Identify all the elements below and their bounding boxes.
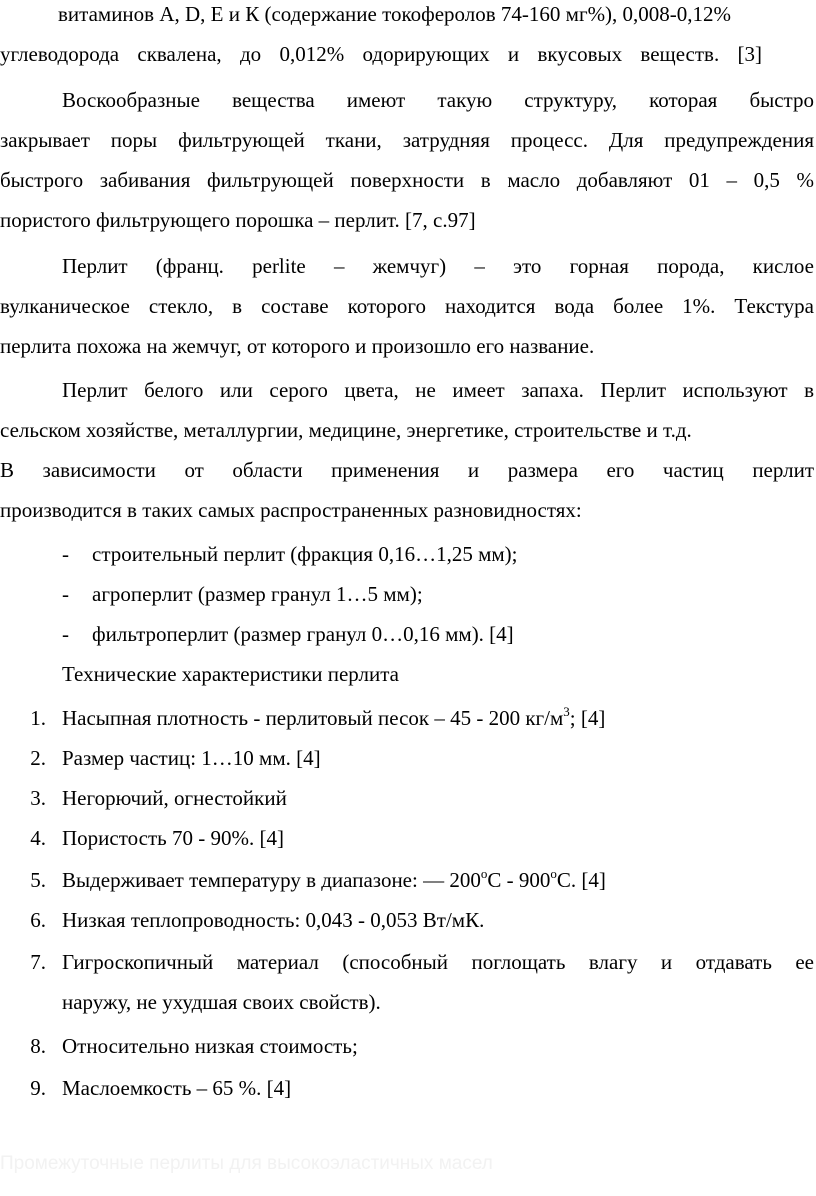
- specs-heading: Технические характеристики перлита: [62, 662, 399, 686]
- variety-bullet: -: [62, 542, 69, 566]
- variety-item: строительный перлит (фракция 0,16…1,25 мм);: [92, 542, 518, 566]
- spec-number: 7.: [30, 950, 46, 974]
- paragraph4-line3: В зависимости от области применения и размера его частиц перлит: [0, 458, 814, 482]
- spec-item-density: [62, 704, 802, 732]
- paragraph1-line2: углеводорода сквалена, до 0,012% одорирующих и вкусовых веществ. [3]: [0, 42, 762, 66]
- spec-item-oil-capacity: Маслоемкость – 65 %. [4]: [62, 1076, 292, 1100]
- paragraph2-line1: Воскообразные вещества имеют такую структуру, которая быстро: [62, 88, 814, 112]
- variety-item: агроперлит (размер гранул 1…5 мм);: [92, 582, 423, 606]
- spec-item-conductivity: Низкая теплопроводность: 0,043 - 0,053 Вт/мК.: [62, 908, 485, 932]
- paragraph4-line1: Перлит белого или серого цвета, не имеет запаха. Перлит используют в: [62, 378, 814, 402]
- variety-bullet: -: [62, 582, 69, 606]
- spec-number: 9.: [30, 1076, 46, 1100]
- spec-number: 5.: [30, 868, 46, 892]
- variety-bullet: -: [62, 622, 69, 646]
- spec-item-cost: Относительно низкая стоимость;: [62, 1034, 358, 1058]
- paragraph3-line3: перлита похожа на жемчуг, от которого и произошло его название.: [0, 334, 595, 358]
- paragraph3-line2: вулканическое стекло, в составе которого находится вода более 1%. Текстура: [0, 294, 814, 318]
- spec-item-hygroscopic-line1: Гигроскопичный материал (способный поглощать влагу и отдавать ее: [62, 950, 814, 974]
- paragraph3-line1: Перлит (франц. perlite – жемчуг) – это горная порода, кислое: [62, 254, 814, 278]
- spec-item-temperature: [62, 866, 802, 894]
- spec-item-particle-size: Размер частиц: 1…10 мм. [4]: [62, 746, 321, 770]
- paragraph1-line1: витаминов А, D, Е и К (содержание токоферолов 74-160 мг%), 0,008-0,12%: [58, 2, 732, 26]
- spec-superscript: 3: [563, 704, 570, 719]
- paragraph4-line4: производится в таких самых распространенных разновидностях:: [0, 498, 582, 522]
- spec-number: 1.: [30, 706, 46, 730]
- spec-text: ; [4]: [569, 706, 606, 730]
- spec-item-fireproof: Негорючий, огнестойкий: [62, 786, 287, 810]
- spec-number: 8.: [30, 1034, 46, 1058]
- spec-number: 4.: [30, 826, 46, 850]
- spec-number: 2.: [30, 746, 46, 770]
- spec-number: 3.: [30, 786, 46, 810]
- spec-text: С. [4]: [556, 868, 606, 892]
- spec-superscript: о: [550, 866, 557, 881]
- spec-number: 6.: [30, 908, 46, 932]
- paragraph4-line2: сельском хозяйстве, металлургии, медицине, энергетике, строительстве и т.д.: [0, 418, 692, 442]
- spec-superscript: о: [480, 866, 488, 881]
- variety-item: фильтроперлит (размер гранул 0…0,16 мм). [4]: [92, 622, 514, 646]
- spec-item-porosity: Пористость 70 - 90%. [4]: [62, 826, 284, 850]
- spec-item-hygroscopic-line2: наружу, не ухудшая своих свойств).: [62, 990, 381, 1014]
- paragraph2-line3: быстрого забивания фильтрующей поверхности в масло добавляют 01 – 0,5 %: [0, 168, 814, 192]
- spec-text: Насыпная плотность - перлитовый песок – 45 - 200 кг/м: [62, 706, 564, 730]
- spec-text: Выдерживает температуру в диапазоне: — 200: [62, 868, 481, 892]
- paragraph2-line2: закрывает поры фильтрующей ткани, затрудняя процесс. Для предупреждения: [0, 128, 814, 152]
- paragraph2-line4: пористого фильтрующего порошка – перлит. [7, с.97]: [0, 208, 476, 232]
- footer-watermark: Промежуточные перлиты для высокоэластичных масел: [0, 1153, 493, 1174]
- spec-text: С - 900: [487, 868, 551, 892]
